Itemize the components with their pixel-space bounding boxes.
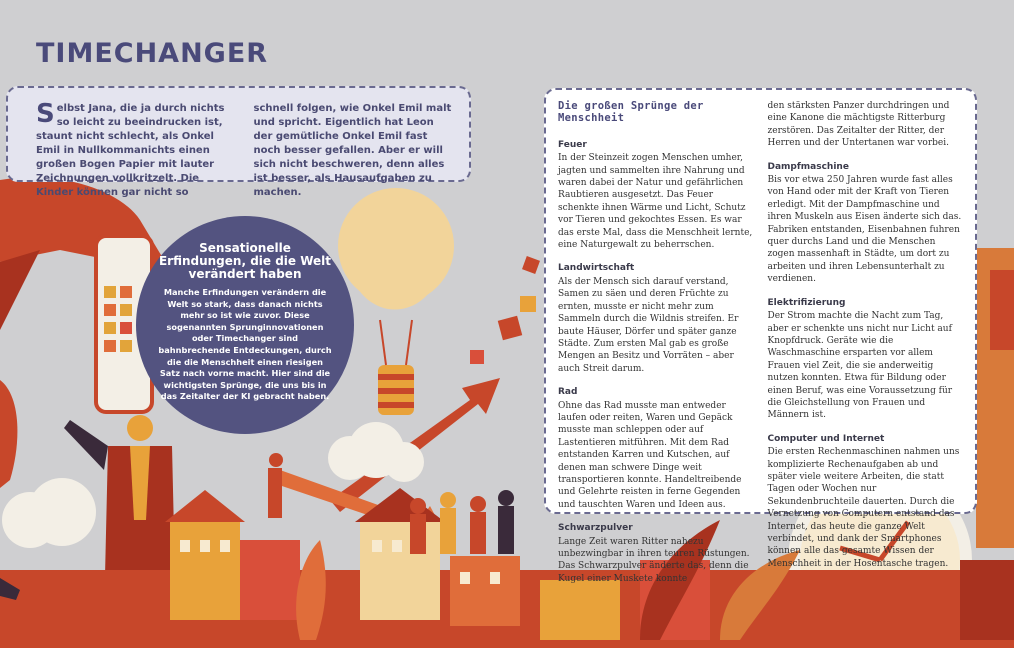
intro-column-1: [36, 99, 238, 198]
page-title: TIMECHANGER: [36, 38, 269, 69]
section-heading-schwarzpulver: Schwarzpulver: [558, 523, 633, 534]
section-text-dampfmaschine: Bis vor etwa 250 Jahren wurde fast alles von Hand oder mit der Kraft von Tieren erledigt. Mit der Dampfmaschine und ihren Muskeln aus Eisen änderte sich das. Fabriken entstanden, Eisenbahnen fuhren quer durchs Land und die Menschen zogen massenhaft in Städte, um dort zu arbeiten und ihren Lebensunterhalt zu verdienen.: [767, 175, 962, 285]
section-text-schwarzpulver-cont: den stärksten Panzer durchdringen und eine Kanone die mächtigste Ritterburg zerstören. Das Zeitalter der Ritter, der Herren und der Untertanen war vorbei.: [767, 101, 950, 149]
circle-text: Manche Erfindungen verändern die Welt so stark, dass danach nichts mehr so ist wie zuvor. Diese sogenannten Sprunginnovationen oder Timechanger sind bahnbrechende Entdeckungen, durch die die Menschheit einen riesigen Satz nach vorne macht. Hier sind die wichtigsten Sprünge, die uns bis in das Zeitalter der KI gebracht haben.: [158, 287, 332, 402]
info-title: Die großen Sprünge der Menschheit: [558, 100, 704, 125]
section-heading-computer: Computer und Internet: [767, 433, 885, 444]
intro-box: [6, 86, 471, 198]
info-column-2: [767, 100, 964, 569]
section-text-elektrifizierung: Der Strom machte die Nacht zum Tag, aber er schenkte uns nicht nur Licht auf Knopfdruck. Geräte wie die Waschmaschine ersparten vor allem Frauen viel Zeit, die sie anderweitig nutzen konnten. Etwa für Bildung oder einen Beruf, was eine Voraussetzung für die Gleichstellung von Frauen und Männern ist.: [767, 311, 953, 421]
info-box: [544, 88, 977, 584]
intro-column-2: [253, 102, 456, 198]
section-heading-landwirtschaft: Landwirtschaft: [558, 263, 635, 274]
section-text-computer: Die ersten Rechenmaschinen nahmen uns komplizierte Rechenaufgaben ab und später viele weitere Arbeiten, die statt Tagen oder Wochen nur Sekundenbruchteile dauerten. Durch die Vernetzung von Computern entstand das Internet, das heute die ganze Welt verbindet, und dank der Smartphones können alle das gesamte Wissen der Menschheit in der Hosentasche tragen.: [767, 447, 960, 569]
intro-text-1: elbst Jana, die ja durch nichts so leicht zu beeindrucken ist, staunt nicht schlecht, als Onkel Emil in Nullkommanichts einen großen Bogen Papier mit lauter Zeichnungen vollkritzelt. Die Kinder können gar nicht so: [36, 103, 225, 198]
section-text-landwirtschaft: Als der Mensch sich darauf verstand, Samen zu säen und deren Früchte zu ernten, musste er nicht mehr zum Sammeln durch die Wildnis streifen. Er baute Häuser, Dörfer und später ganze Städte. Zum ersten Mal gab es große Mengen an Besitz und Vorräten – aber auch Streit darum.: [558, 276, 739, 374]
info-circle: [136, 216, 354, 434]
section-heading-feuer: Feuer: [558, 139, 587, 150]
section-text-rad: Ohne das Rad musste man entweder laufen oder reiten, Waren und Gepäck musste man schleppen oder auf Lastentieren mitführen. Mit dem Rad entstanden Karren und Kutschen, auf denen man schwere Dinge weit transportieren konnte. Handeltreibende und Gelehrte reisten in ferne Gegenden und tauschten Waren und Ideen aus.: [558, 400, 742, 510]
section-heading-dampfmaschine: Dampfmaschine: [767, 161, 849, 172]
section-heading-rad: Rad: [558, 387, 578, 398]
section-heading-elektrifizierung: Elektrifizierung: [767, 297, 846, 308]
dropcap: S: [36, 99, 55, 129]
intro-text-2: schnell folgen, wie Onkel Emil malt und spricht. Eigentlich hat Leon der gemütliche Onkel Emil fast noch besser gefallen. Aber er will sich nicht beschweren, denn alles ist besser, als Hausaufgaben zu machen.: [253, 103, 452, 198]
info-column-1: [558, 100, 754, 584]
circle-title: Sensationelle Erfindungen, die die Welt verändert haben: [158, 241, 332, 281]
section-text-feuer: In der Steinzeit zogen Menschen umher, jagten und sammelten ihre Nahrung und waren dabei der Natur und gefährlichen Raubtieren ausgesetzt. Das Feuer schenkte ihnen Wärme und Licht, Schutz vor Tieren und gekochtes Essen. Es war das erste Mal, dass die Menschheit lernte, eine Naturgewalt zu beherrschen.: [558, 153, 753, 251]
section-text-schwarzpulver: Lange Zeit waren Ritter nahezu unbezwingbar in ihren teuren Rüstungen. Das Schwarzpulver änderte das, denn die Kugel einer Muskete konnte: [558, 536, 750, 584]
